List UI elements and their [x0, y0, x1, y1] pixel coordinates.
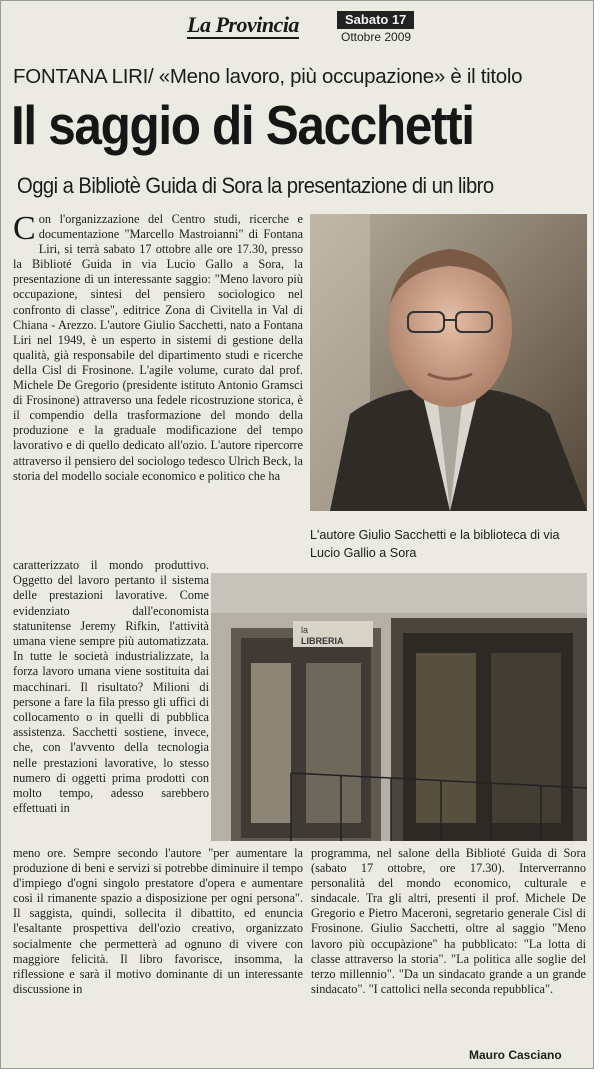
article-body-lower-left: meno ore. Sempre secondo l'autore "per aumentare la produzione di beni e servizi si potrebbe diminuire il tempo d'impiego d'ogni singolo prestatore d'opera e aumentare così il rimanente spazio a disposizione per ogni persona". Il saggista, quindi, sollecita il dibattito, ed enuncia l'esaltante prospettiva dell'ozio creativo, organizzato socialmente che permetterà ad ognuno di vivere con maggiore felicità. Il libro favorisce, insomma, la riflessione e sarà il motivo dominante di un interessante discussione in	[13, 846, 303, 996]
issue-day: Sabato 17	[337, 11, 414, 29]
photo-caption: L'autore Giulio Sacchetti e la biblioteca di via Lucio Gallio a Sora	[310, 528, 560, 560]
issue-date	[337, 11, 437, 44]
article-kicker: FONTANA LIRI/ «Meno lavoro, più occupazione» è il titolo	[13, 65, 523, 88]
body-top-text: on l'organizzazione del Centro studi, ricerche e documentazione "Marcello Mastroianni" di Fontana Liri, si terrà sabato 17 ottobre alle ore 17.30, presso la Biblioté Guida in via Lucio Gallo a Sora, la presentazione di un interessante saggio: "Meno lavoro più occupazione, sintesi del pensiero sociologico nel confronto di classe", editrice Zona di Civitella in Val di Chiana - Arezzo. L'autore Giulio Sacchetti, nato a Fontana Liri nel 1949, è un esperto in sistemi di gestione della qualità, già responsabile del dipartimento studi e ricerche della Cisl di Frosinone. L'agile volume, curato dal prof. Michele De Gregorio (presidente istituto Antonio Gramsci di Frosinone) attraverso una fedele ricostruzione storica, è il compendio della trasformazione del mondo della produzione e la graduale modificazione del tempo lavorativo e di quello dedicato all'ozio. L'autore ripercorre attraverso il pensiero del sociologo tedesco Ulrich Beck, la storia del modello sociale economico e politico che ha	[13, 212, 303, 483]
masthead	[187, 7, 487, 47]
newspaper-logo: La Provincia	[187, 12, 299, 37]
author-portrait-image	[310, 214, 587, 511]
article-subhead: Oggi a Bibliotè Guida di Sora la presentazione di un libro	[17, 173, 494, 198]
article-headline: Il saggio di Sacchetti	[11, 94, 474, 156]
author-photo	[310, 214, 587, 511]
article-body-lower-right: programma, nel salone della Biblioté Guida di Sora (sabato 17 ottobre, ore 17.30). Interverranno personalità del mondo economico, culturale e sindacale. Tra gli altri, presenti il prof. Michele De Gregorio e Pietro Maceroni, segretario generale Cisl di Frosinone. Giulio Sacchetti, oltre al saggio "Meno lavoro più occupàzione" ha pubblicato: "La lotta di classe attraverso la storia". "La politica alle soglie del terzo millennio". "Da un sindacato grande a un grande sindacato". "I cattolici nella seconda repubblica".	[311, 846, 586, 996]
article-body-top	[13, 212, 303, 484]
library-facade-image	[211, 573, 587, 841]
library-sign-la: la	[301, 625, 309, 635]
issue-month: Ottobre 2009	[341, 30, 412, 44]
article-body-narrow: caratterizzato il mondo produttivo. Oggetto del lavoro pertanto il sistema delle prestazioni lavorative. Come evidenziato dall'economista statunitense Jeremy Rifkin, l'attività umana viene sempre più automatizzata. In tutte le società industrializzate, la forza lavoro umana viene sostituita dai macchinari. Il risultato? Milioni di persone a fare la fila presso gli uffici di collocamento o in quelli di pubblica assistenza. Sacchetti sostiene, invece, che, con l'avvento della tecnologia nelle prestazioni lavorative, lo stesso numero di oggetti prima prodotti con molto tempo, adesso sarebbero effettuati in	[13, 558, 209, 816]
drop-cap: C	[13, 210, 36, 247]
library-photo	[211, 573, 587, 841]
author-signature: Mauro Casciano	[469, 1048, 562, 1062]
library-sign-libreria: LIBRERIA	[301, 636, 344, 646]
